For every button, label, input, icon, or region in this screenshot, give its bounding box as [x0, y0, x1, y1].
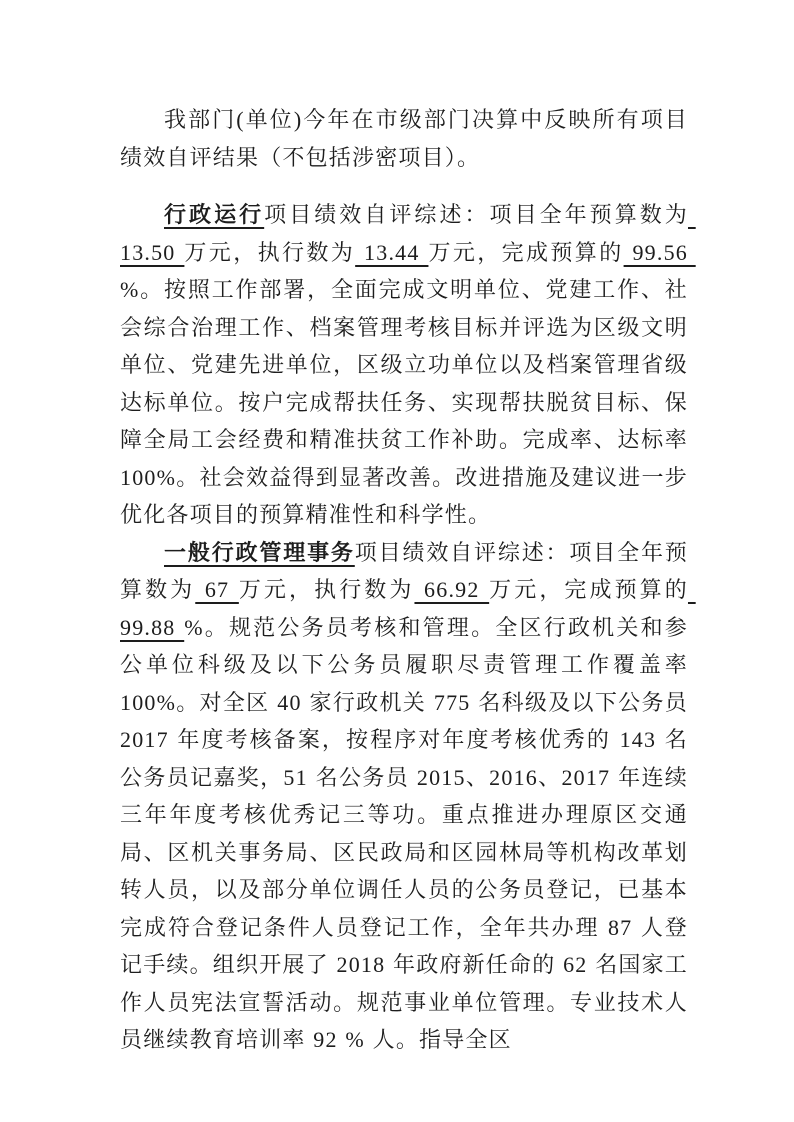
paragraph-general-admin-affairs	[120, 534, 696, 1059]
budget-completion-rate: 99.56	[623, 239, 696, 265]
narrative-text: 万元，执行数为	[184, 239, 356, 265]
budget-completion-rate: 99.88	[120, 577, 696, 640]
document-content	[120, 101, 696, 1059]
project-title-administrative-operation: 行政运行	[164, 202, 265, 227]
narrative-text: 万元，完成预算的	[489, 577, 688, 602]
narrative-text: 万元，完成预算的	[428, 239, 624, 265]
annual-budget-value: 67	[195, 577, 239, 602]
narrative-text: %。规范公务员考核和管理。全区行政机关和参公单位科级及以下公务员履职尽责管理工作覆盖率 100%。对全区 40 家行政机关 775 名科级及以下公务员 2017 年度考核备案，按程序对年度考核优秀的 143 名公务员记嘉奖，51 名公务员 2015、2016、2017 年连续三年年度考核优秀记三等功。重点推进办理原区交通局、区机关事务局、区民政局和区园林局等机构改革划转人员，以及部分单位调任人员的公务员登记，已基本完成符合登记条件人员登记工作，全年共办理 87 人登记手续。组织开展了 2018 年政府新任命的 62 名国家工作人员宪法宣誓活动。规范事业单位管理。专业技术人员继续教育培训率 92 % 人。指导全区	[120, 614, 696, 1052]
execution-value: 66.92	[414, 577, 490, 602]
annual-budget-value: 13.50	[120, 202, 696, 265]
narrative-text: 项目绩效自评综述：项目全年预算数为	[264, 202, 688, 227]
project-title-general-admin-affairs: 一般行政管理事务	[164, 539, 355, 565]
paragraph-intro	[120, 101, 688, 176]
intro-sentence: 我部门(单位)今年在市级部门决算中反映所有项目绩效自评结果（不包括涉密项目）。	[120, 107, 688, 170]
execution-value: 13.44	[355, 239, 429, 265]
narrative-text: 项目绩效自评综述：项目全年预算数为	[120, 539, 688, 602]
narrative-text: %。按照工作部署，全面完成文明单位、党建工作、社会综合治理工作、档案管理考核目标并评选为区级文明单位、党建先进单位，区级立功单位以及档案管理省级达标单位。按户完成帮扶任务、实现帮扶脱贫目标、保障全局工会经费和精准扶贫工作补助。完成率、达标率 100%。社会效益得到显著改善。改进措施及建议进一步优化各项目的预算精准性和科学性。	[120, 277, 696, 527]
paragraph-administrative-operation	[120, 196, 696, 534]
narrative-text: 万元，执行数为	[238, 577, 415, 602]
